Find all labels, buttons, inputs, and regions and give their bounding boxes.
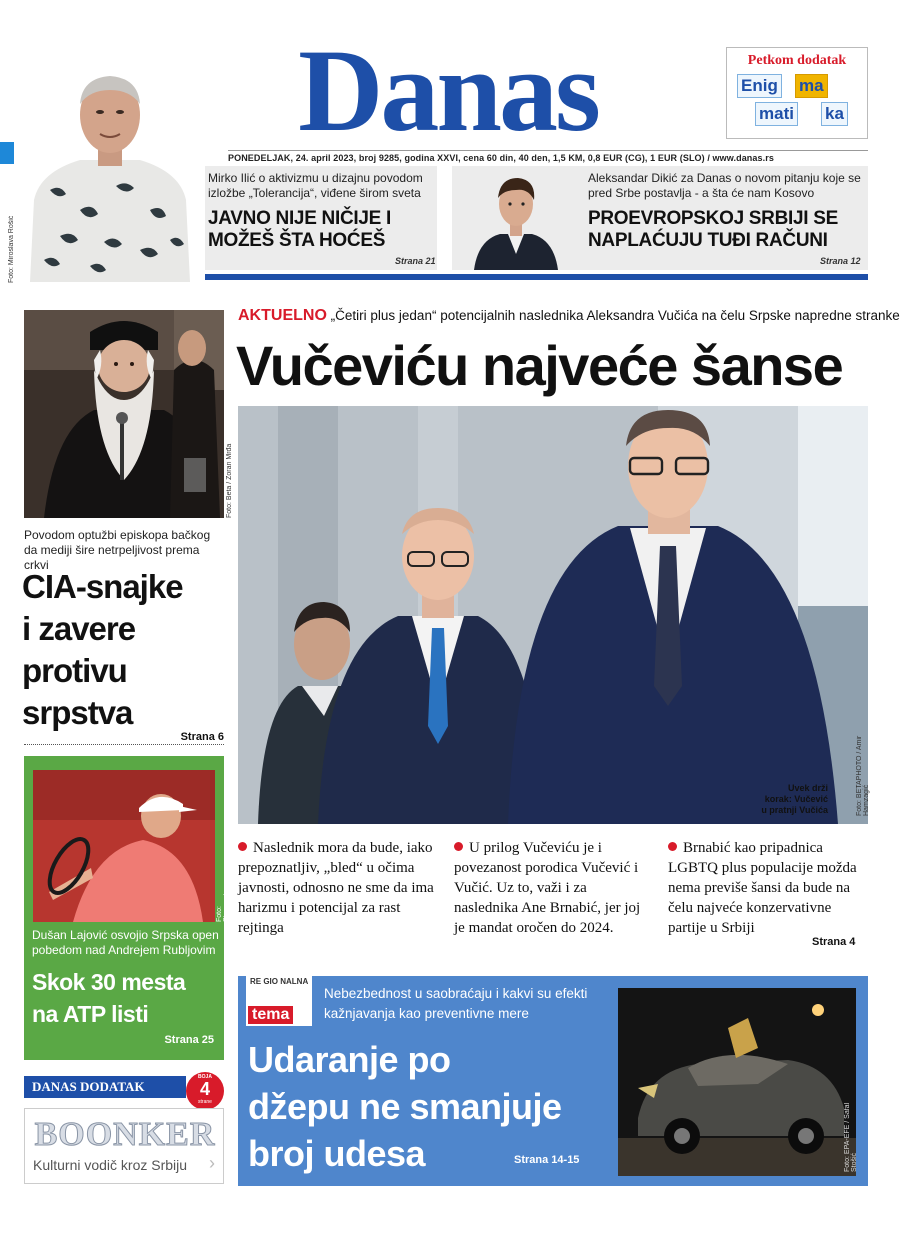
car-crash-photo [618,988,856,1176]
headline-line: protivu [22,652,127,689]
regionalna-tema-logo [246,976,312,1026]
promo-tile: ka [821,102,848,126]
main-headline[interactable]: Vučeviću najveće šanse [236,334,843,397]
header-divider [205,274,868,280]
promo-tile: mati [755,102,798,126]
photo-credit: Foto: Starsport [216,893,230,922]
mirko-ilic-photo[interactable] [20,60,200,282]
column-text: U prilog Vučeviću je i povezanost porodica Vučević i Vučić. Uz to, važi i za naslednika Ane Brnabić, jer joj je mandat oročen do 2024. [454,840,641,936]
photo-credit: Foto: EPA-EFE / Safal Stošić [844,1102,858,1172]
teaser-page-ref: Strana 21 [395,256,436,266]
sport-teaser[interactable] [24,756,230,1060]
story-column-1 [238,838,434,938]
teaser-headline-line: JAVNO NIJE NIČIJE I [208,208,391,229]
headline-line: Skok 30 mesta [32,969,186,995]
page-ref: Strana 4 [812,936,856,948]
regional-topic[interactable] [238,976,868,1186]
badge-top: BOJA [198,1074,212,1080]
teaser-kicker: Mirko Ilić o aktivizmu u dizajnu povodom izložbe „Tolerancija“, viđene širom sveta [208,171,423,200]
headline-line: broj udesa [248,1133,426,1174]
promo-logo [737,74,859,134]
teaser-kicker: Aleksandar Dikić za Danas o novom pitanju koje se pred Srbe postavlja - a šta će nam Kosovo [588,171,861,200]
headline-line: CIA-snajke [22,568,183,605]
story-column-3 [668,838,868,938]
teaser-headline-line: MOŽEŠ ŠTA HOĆEŠ [208,230,386,251]
logo-small-text: RE GIO NALNA [250,977,309,986]
headline-line: na ATP listi [32,1001,149,1027]
dateline: PONEDELJAK, 24. april 2023, broj 9285, godina XXVI, cena 60 din, 40 den, 1,5 KM, 0,8 EUR (CG), 1 EUR (SLO) / www.danas.rs [228,150,868,163]
boonker-supplement[interactable] [24,1108,224,1184]
caption-line: u pratnji Vučića [761,805,828,815]
logo-tema: tema [248,1006,293,1024]
sport-headline [32,966,222,1030]
tennis-photo [33,770,215,922]
headline-line: i zavere [22,610,136,647]
page-ref: Strana 25 [164,1034,214,1046]
bishop-photo[interactable] [24,310,224,518]
bullet-dot-icon [238,842,247,851]
badge-number: 4 [199,1079,210,1099]
edge-tab [0,142,14,164]
main-photo[interactable] [238,406,868,824]
dikic-photo [470,168,562,270]
photo-credit: Foto: Beta / Zoran Mrđa [226,443,233,518]
caption-line: korak: Vučević [764,794,828,804]
bullet-dot-icon [668,842,677,851]
bullet-dot-icon [454,842,463,851]
boonker-subtitle: Kulturni vodič kroz Srbiju [33,1157,188,1173]
story-column-2 [454,838,650,938]
newspaper-logo[interactable]: Danas [298,25,598,156]
badge-bottom: strane [198,1099,212,1105]
teaser-headline-line: PROEVROPSKOJ SRBIJI SE [588,208,838,229]
dodatak-label[interactable]: DANAS DODATAK [24,1076,186,1098]
boonker-logo: BOONKER [34,1116,216,1153]
story-headline[interactable] [22,566,227,734]
kicker-text: „Četiri plus jedan“ potencijalnih naslednika Aleksandra Vučića na čelu Srpske napredne stranke [330,308,900,323]
headline-line: srpstva [22,694,133,731]
headline-line: Udaranje po [248,1039,451,1080]
main-kicker [238,307,900,325]
headline-line: džepu ne smanjuje [248,1086,562,1127]
page-ref: Strana 6 [24,730,224,745]
promo-tile: Enig [737,74,782,98]
top-teaser-dikic[interactable] [452,166,868,270]
promo-tile: ma [795,74,828,98]
top-teaser-ilic[interactable] [205,166,437,270]
story-kicker: Povodom optužbi episkopa bačkog da mediji šire netrpeljivost prema crkvi [24,528,211,572]
color-pages-badge [186,1072,224,1110]
section-label: AKTUELNO [238,307,327,324]
page-ref: Strana 14-15 [514,1154,580,1166]
teaser-headline-line: NAPLAĆUJU TUĐI RAČUNI [588,230,828,251]
column-text: Naslednik mora da bude, iako prepoznatljiv, „bled“ u očima javnosti, odnosno ne sme da ima harizmu i potencijal za rast rejtinga [238,840,434,936]
column-text: Brnabić kao pripadnica LGBTQ plus populacije možda nema previše šansi da bude na čelu najveće konzervativne partije u Srbiji [668,840,857,936]
chevron-right-icon: › [209,1153,215,1173]
teaser-page-ref: Strana 12 [820,256,861,266]
regional-kicker: Nebezbednost u saobraćaju i kakvi su efekti kažnjavanja kao preventivne mere [324,986,588,1021]
promo-title: Petkom dodatak [747,53,847,68]
enigmatika-promo[interactable] [726,47,868,139]
photo-caption [761,783,828,816]
photo-credit: Foto: Miroslava Rošić [8,215,15,283]
caption-line: Uvek drži [787,783,828,793]
sport-kicker: Dušan Lajović osvojio Srpska open pobedom nad Andrejem Rubljovim [32,928,219,957]
photo-credit: Foto: BETAPHOTO / Amir Hamzagić [856,735,870,816]
